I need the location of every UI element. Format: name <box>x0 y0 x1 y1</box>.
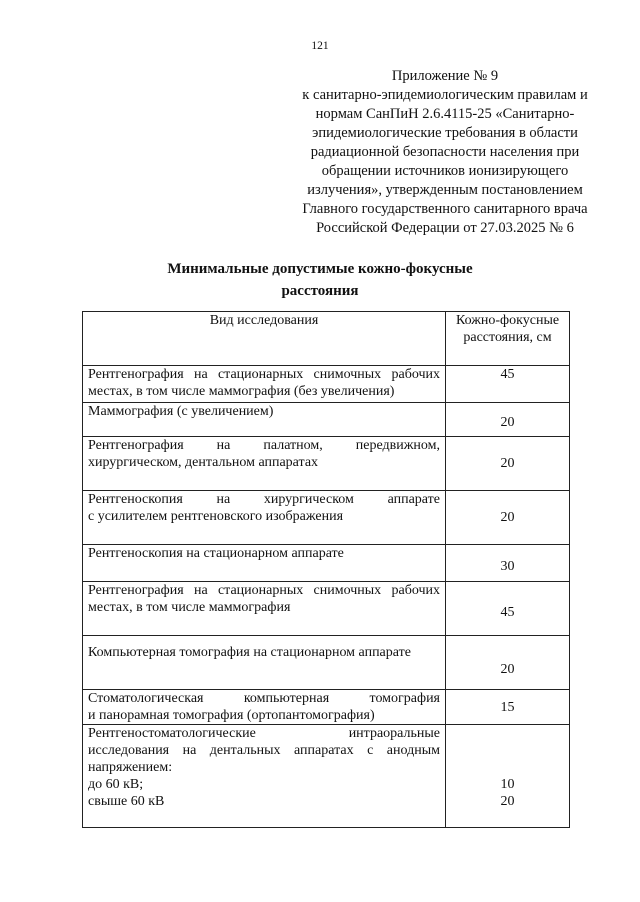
appendix-line: радиационной безопасности населения при <box>310 144 580 160</box>
cell-line: Компьютерная томография на стационарном аппарате <box>88 645 411 660</box>
distance-cell: 20 <box>446 437 570 491</box>
appendix-line: обращении источников ионизирующего <box>321 163 569 179</box>
appendix-header <box>280 67 610 238</box>
header-exam-type: Вид исследования <box>83 312 446 366</box>
table-row <box>83 366 570 403</box>
cell-line: до 60 кВ; <box>88 777 144 792</box>
page-number: 121 <box>311 40 329 52</box>
cell-line: Рентгенография на палатном, передвижном, <box>88 438 440 453</box>
cell-line: Рентгенография на стационарных снимочных рабочих <box>88 367 440 382</box>
exam-type-cell <box>83 636 446 690</box>
table-row <box>83 636 570 690</box>
cell-line: Рентгеноскопия на стационарном аппарате <box>88 546 344 561</box>
distance-value: 20 <box>500 794 515 809</box>
cell-line: исследования на дентальных аппаратах с анодным <box>88 743 440 758</box>
header-distance <box>446 312 570 366</box>
appendix-line: эпидемиологические требования в области <box>312 125 578 141</box>
cell-line: Стоматологическая компьютерная томография <box>88 691 440 706</box>
header-distance-line: Кожно-фокусные <box>455 313 560 328</box>
appendix-line: Приложение № 9 <box>391 68 499 84</box>
exam-type-cell <box>83 366 446 403</box>
title-line: Минимальные допустимые кожно-фокусные <box>167 261 473 277</box>
exam-type-cell <box>83 491 446 545</box>
distance-table <box>82 311 570 828</box>
distance-cell: 20 <box>446 491 570 545</box>
distance-value: 10 <box>500 777 515 792</box>
table-row <box>83 690 570 725</box>
table-row <box>83 545 570 582</box>
appendix-line: Главного государственного санитарного врача <box>302 201 588 217</box>
cell-line: хирургическом, дентальном аппаратах <box>88 455 319 470</box>
document-title <box>0 258 640 302</box>
table-row <box>83 725 570 828</box>
table-row <box>83 403 570 437</box>
table-row <box>83 437 570 491</box>
cell-line: напряжением: <box>88 760 173 775</box>
distance-cell: 45 <box>446 582 570 636</box>
cell-line: местах, в том числе маммография <box>88 600 291 615</box>
distance-cell <box>446 725 570 828</box>
distance-cell: 20 <box>446 403 570 437</box>
table-row <box>83 491 570 545</box>
distance-cell: 20 <box>446 636 570 690</box>
cell-line: свыше 60 кВ <box>88 794 165 809</box>
cell-line: местах, в том числе маммография (без увеличения) <box>88 384 395 399</box>
exam-type-cell <box>83 582 446 636</box>
cell-line: и панорамная томография (ортопантомография) <box>88 708 375 723</box>
cell-line: с усилителем рентгеновского изображения <box>88 509 344 524</box>
exam-type-cell <box>83 403 446 437</box>
cell-line: Рентгенография на стационарных снимочных рабочих <box>88 583 440 598</box>
distance-cell: 30 <box>446 545 570 582</box>
table-header-row <box>83 312 570 366</box>
appendix-line: Российской Федерации от 27.03.2025 № 6 <box>316 220 574 236</box>
cell-line: Маммография (с увеличением) <box>88 404 274 419</box>
distance-cell: 15 <box>446 690 570 725</box>
appendix-line: излучения», утвержденным постановлением <box>307 182 583 198</box>
header-distance-line: расстояния, см <box>463 330 552 345</box>
exam-type-cell <box>83 545 446 582</box>
cell-line: Рентгеноскопия на хирургическом аппарате <box>88 492 440 507</box>
appendix-line: к санитарно-эпидемиологическим правилам и <box>302 87 588 103</box>
table-row <box>83 582 570 636</box>
title-line: расстояния <box>281 283 359 299</box>
exam-type-cell <box>83 437 446 491</box>
exam-type-cell <box>83 690 446 725</box>
exam-type-cell <box>83 725 446 828</box>
cell-line: Рентгеностоматологические интраоральные <box>88 726 440 741</box>
distance-cell: 45 <box>446 366 570 403</box>
appendix-line: нормам СанПиН 2.6.4115-25 «Санитарно- <box>315 106 575 122</box>
